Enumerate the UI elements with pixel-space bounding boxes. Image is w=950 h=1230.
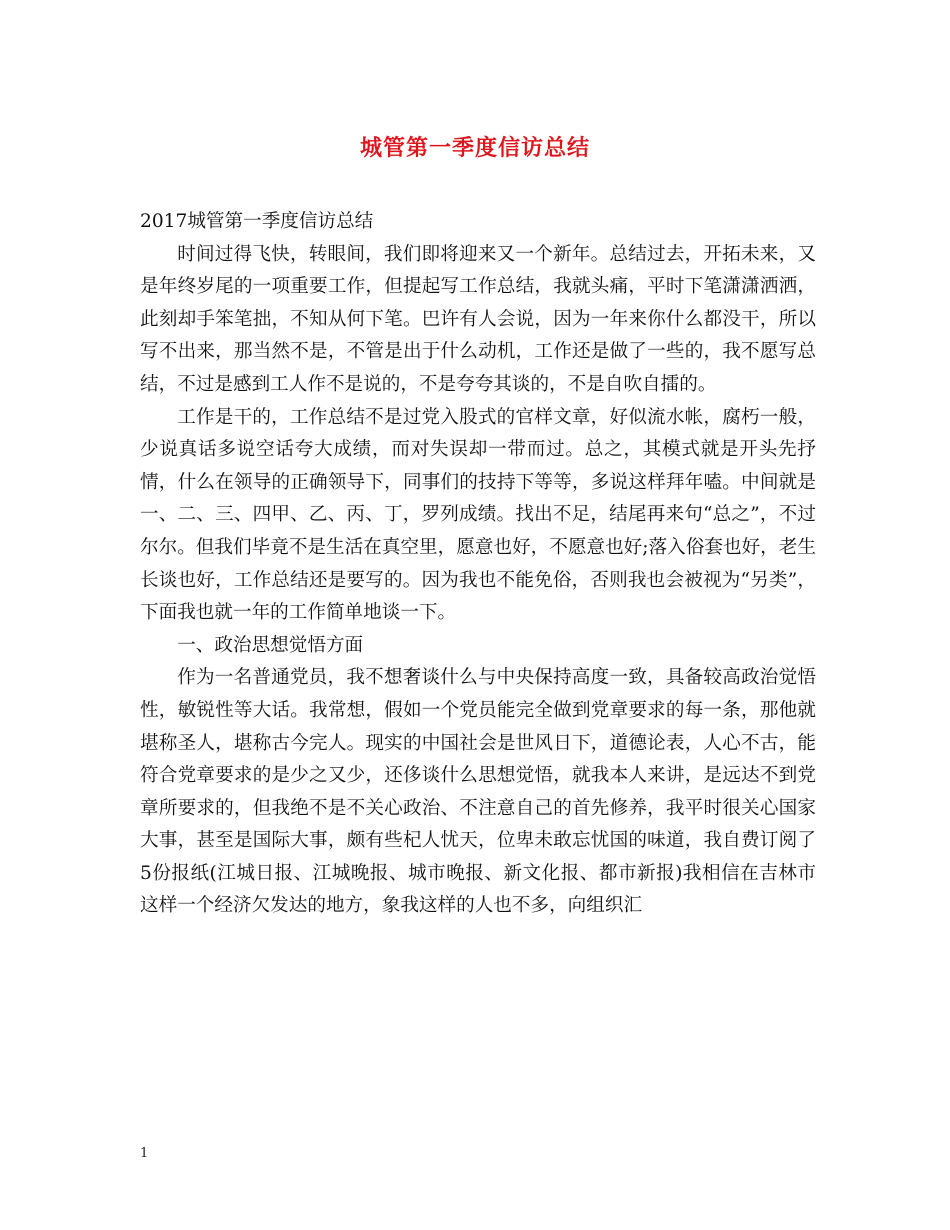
paragraph-work: 工作是干的，工作总结不是过党入股式的官样文章，好似流水帐，腐朽一般，少说真话多说空话夸大成绩，而对失误却一带而过。总之，其模式就是开头先抒情，什么在领导的正确领导下，同事们的技持下等等，多说这样拜年嗑。中间就是一、二、三、四甲、乙、丙、丁，罗列成绩。找出不足，结尾再来句“总之”，不过尔尔。但我们毕竟不是生活在真空里，愿意也好，不愿意也好;落入俗套也好，老生长谈也好，工作总结还是要写的。因为我也不能免俗，否则我也会被视为“另类”，下面我也就一年的工作简单地谈一下。	[140, 406, 816, 624]
page-number: 1	[140, 1146, 149, 1161]
paragraph-intro: 时间过得飞快，转眼间，我们即将迎来又一个新年。总结过去，开拓未来，又是年终岁尾的一项重要工作，但提起写工作总结，我就头痛，平时下笔潇潇洒洒，此刻却手笨笔拙，不知从何下笔。巴许有人会说，因为一年来你什么都没干，所以写不出来，那当然不是，不管是出于什么动机，工作还是做了一些的，我不愿写总结，不过是感到工人作不是说的，不是夸夸其谈的，不是自吹自擂的。	[140, 243, 816, 395]
section-heading-political: 一、政治思想觉悟方面	[177, 634, 364, 656]
document-body	[140, 206, 816, 923]
document-title: 城管第一季度信访总结	[359, 135, 590, 161]
paragraph-political: 作为一名普通党员，我不想奢谈什么与中央保持高度一致，具备较高政治觉悟性，敏锐性等大话。我常想，假如一个党员能完全做到党章要求的每一条，那他就堪称圣人，堪称古今完人。现实的中国社会是世风日下，道德论表，人心不古，能符合党章要求的是少之又少，还侈谈什么思想觉悟，就我本人来讲，是远达不到党章所要求的，但我绝不是不关心政治、不注意自己的首先修养，我平时很关心国家大事，甚至是国际大事，颇有些杞人忧天，位卑未敢忘忧国的味道，我自费订阅了5份报纸(江城日报、江城晚报、城市晚报、新文化报、都市新报)我相信在吉林市这样一个经济欠发达的地方，象我这样的人也不多，向组织汇	[140, 667, 816, 917]
document-subtitle: 2017城管第一季度信访总结	[140, 211, 374, 232]
